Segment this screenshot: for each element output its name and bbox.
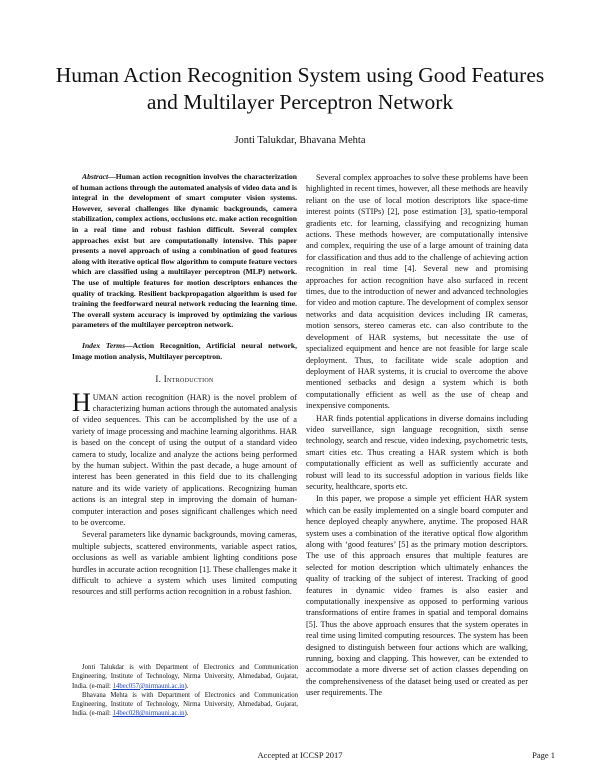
- right-paragraph-3: In this paper, we propose a simple yet efficient HAR system which can be easily implemented on a single board computer and hence deployed cheaply anywhere, anytime. The proposed HAR system uses a combination of the iterative optical flow algorithm along with ‘good features’ [5] as the primary motion descriptors. The use of this approach ensures that multiple features are selected for motion description which ultimately enhances the quality of tracking of the subject of interest. Tracking of good features in dynamic video frames is also easier and computationally inexpensive as opposed to performing various transformations of entire frames in spatial and temporal domains [5]. Thus the above approach ensures that the system operates in real time using limited computing resources. The system has been designed to distinguish between four actions which are walking, running, boxing and clapping. This however, can be extended to accommodate a more diverse set of action classes depending on the comprehensiveness of the dataset being used or created as per user requirements. The: [306, 494, 528, 698]
- section-title: Introduction: [163, 374, 214, 385]
- footer-page-number: Page 1: [532, 750, 555, 760]
- right-paragraph-2: HAR finds potential applications in diverse domains including video surveillance, sign language recognition, sixth sense technology, search and rescue, video indexing, psychometric tests, smart cities etc. Thus creating a HAR system which is both computationally efficient as well as sufficiently accurate and robust will lead to its successful adoption in various fields like security, healthcare, sports etc.: [306, 413, 528, 491]
- footnote-1-end: ).: [184, 682, 189, 690]
- footnote-1-text: Jonti Talukdar is with Department of Electronics and Communication Engineering, Institute of Technology, Nirma University, Ahmedabad, Gujarat, India. (e-mail:: [72, 664, 298, 690]
- abstract-text: —Human action recognition involves the characterization of human actions through the automated analysis of video data and is integral in the development of smart computer vision systems. However, several challenges like dynamic backgrounds, camera stabilization, complex actions, occlusions etc. make action recognition in a real time and robust fashion difficult. Several complex approaches exist but are computationally intensive. This paper presents a novel approach of using a combination of good features along with iterative optical flow algorithm to compute feature vectors which are classified using a multilayer perceptron (MLP) network. The use of multiple features for motion descriptors enhances the quality of tracking. Resilient backpropagation algorithm is used for training the feedforward neural network reducing the learning time. The overall system accuracy is improved by optimizing the various parameters of the multilayer perceptron network.: [72, 172, 297, 330]
- intro-paragraph-2: Several parameters like dynamic backgrounds, moving cameras, multiple subjects, scattered environments, variable aspect ratios, occlusions as well as variable ambient lighting conditions pose hurdles in accurate action recognition [1]. These challenges make it difficult to achieve a system which uses limited computing resources and still performs action recognition in a robust fashion.: [72, 530, 297, 597]
- footnote-2: [72, 691, 298, 719]
- abstract-label: Abstract: [82, 172, 109, 181]
- index-terms-text: —Action Recognition, Artificial neural network, Image motion analysis, Multilayer perceptron.: [72, 340, 298, 361]
- section-number: I.: [155, 374, 162, 385]
- right-paragraph-1: Several complex approaches to solve these problems have been highlighted in recent times, however, all these methods are heavily reliant on the use of local motion descriptors like space-time interest points (STIPs) [2], pose estimation [3], spatio-temporal gradients etc. for learning, classifying and recognizing human actions. These methods however, are computationally intensive and complex, requiring the use of a large amount of training data for classification and thus add to the challenge of achieving action recognition in real time [4]. Several new and promising approaches for action recognition have also surfaced in recent times, due to the introduction of newer and advanced technologies for video and motion capture. The development of complex sensor networks and data acquisition devices including IR cameras, motion sensors, stereo cameras etc. can also contribute to the development of HAR systems, but necessitate the use of specialized equipment and hence are not feasible for large scale deployment. Thus, to facilitate wide scale adoption and deployment of HAR systems, it is crucial to overcome the above mentioned setbacks and design a system which is both computationally efficient as well as the use of cheap and inexpensive components.: [306, 173, 528, 411]
- footnote-2-end: ).: [184, 710, 189, 718]
- paper-authors: Jonti Talukdar, Bhavana Mehta: [234, 135, 366, 146]
- footnote-2-email-link[interactable]: 14bec028@nirmauni.ac.in: [112, 710, 185, 718]
- author-footnotes: [72, 663, 298, 719]
- left-column: [72, 172, 297, 598]
- footnote-2-text: Bhavana Mehta is with Department of Electronics and Communication Engineering, Institute of Technology, Nirma University, Ahmedabad, Gujarat, India. (e-mail:: [72, 691, 298, 718]
- index-terms-label: Index Terms: [82, 340, 126, 350]
- right-column: [306, 172, 528, 699]
- intro-paragraph-1-text: UMAN action recognition (HAR) is the novel problem of characterizing human actions through the automated analysis of video sequences. This can be accomplished by the use of a variety of image processing and machine learning algorithms. HAR is based on the concept of using the output of a standard video camera to study, localize and analyze the actions being performed by the human subject. Within the past decade, a huge amount of interest has been generated in this field due to its challenging nature and its wide variety of applications. Recognizing human actions is an integral step in improving the domain of human-computer interaction and poses significant challenges which need to be overcome.: [72, 392, 297, 527]
- footnote-1: [72, 663, 298, 691]
- footer-conference: Accepted at ICCSP 2017: [257, 750, 343, 760]
- section-heading-introduction: [72, 374, 297, 385]
- footnote-1-email-link[interactable]: 14bec057@nirmauni.ac.in: [112, 682, 185, 690]
- paper-title: Human Action Recognition System using Good Features and Multilayer Perceptron Network: [55, 63, 545, 114]
- index-terms: [72, 341, 297, 362]
- intro-paragraph-1: [72, 387, 297, 529]
- abstract: [72, 172, 297, 331]
- drop-cap: H: [72, 387, 91, 417]
